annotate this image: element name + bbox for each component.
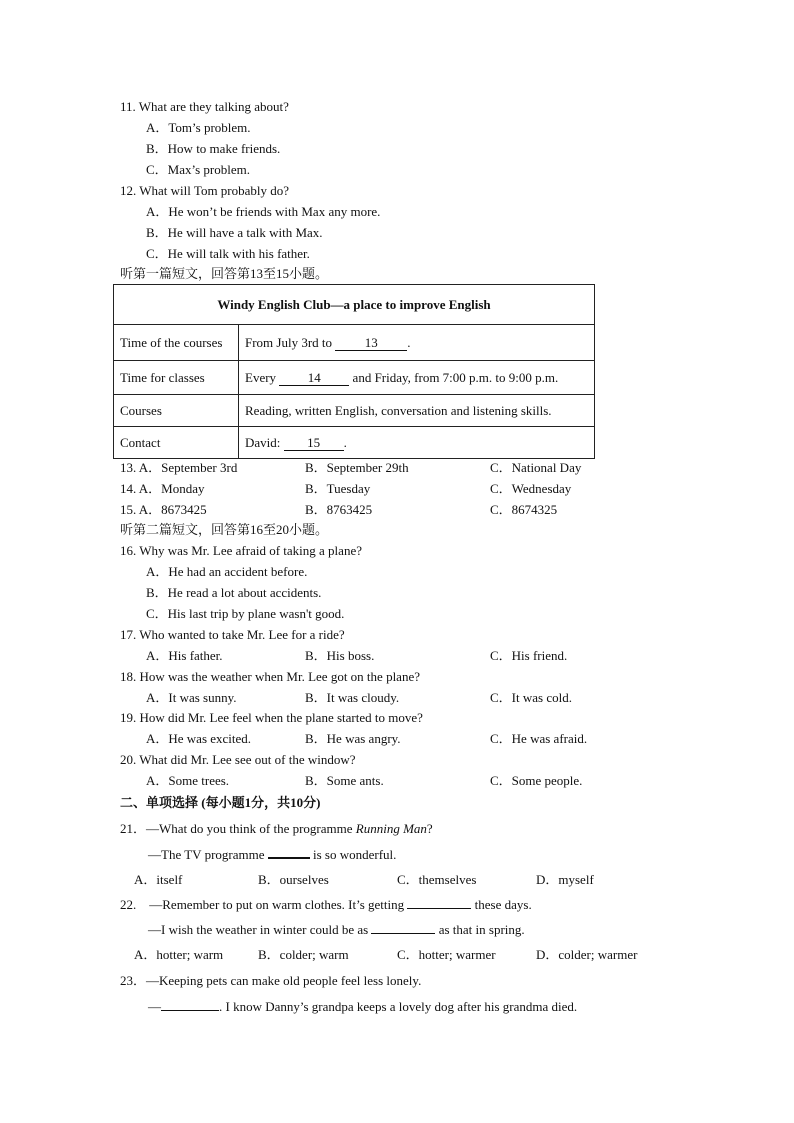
question-19-stem: 19. How did Mr. Lee feel when the plane started to move? [120,710,423,725]
question-23-line-2: — . I know Danny’s grandpa keeps a lovely dog after his grandma died. [148,999,578,1014]
q20-option-a: A．Some trees. [146,773,230,788]
q17-option-c: C．His friend. [490,648,568,663]
q21-option-c: C．themselves [397,872,477,887]
q11-option-a: A．Tom’s problem. [146,120,251,135]
row-value: Every 14 and Friday, from 7:00 p.m. to 9:00 p.m. [239,361,595,395]
section-2-heading: 二、单项选择 (每小题1分，共10分) [120,795,321,810]
q22-option-d: D．colder; warmer [536,947,638,962]
answer-blank-22b [371,933,435,934]
table-title: Windy English Club—a place to improve English [114,285,595,325]
q17-option-a: A．His father. [146,648,223,663]
q16-option-a: A．He had an accident before. [146,564,308,579]
q18-option-c: C．It was cold. [490,690,572,705]
row-label: Contact [114,427,239,459]
q20-option-b: B．Some ants. [305,773,384,788]
q22-option-a: A．hotter; warm [134,947,224,962]
row-value: David: 15 . [239,427,595,459]
question-17-stem: 17. Who wanted to take Mr. Lee for a ride? [120,627,345,642]
q13-option-b: B．September 29th [305,460,409,475]
q11-option-b: B．How to make friends. [146,141,281,156]
passage1-intro: 听第一篇短文，回答第13至15小题。 [120,266,329,281]
answer-blank-21 [268,857,310,859]
q20-option-c: C．Some people. [490,773,583,788]
passage2-intro: 听第二篇短文，回答第16至20小题。 [120,522,329,537]
q19-option-b: B．He was angry. [305,731,401,746]
q22-option-b: B．colder; warm [258,947,349,962]
question-22-line-1: 22. —Remember to put on warm clothes. It’s getting these days. [120,897,532,912]
question-20-stem: 20. What did Mr. Lee see out of the window? [120,752,356,767]
q22-option-c: C．hotter; warmer [397,947,496,962]
answer-blank-14: 14 [279,371,349,386]
q17-option-b: B．His boss. [305,648,375,663]
q21-option-d: D．myself [536,872,594,887]
row-value: Reading, written English, conversation and listening skills. [239,395,595,427]
q21-option-a: A．itself [134,872,183,887]
club-info-table [113,284,595,459]
answer-blank-22a [407,908,471,909]
question-21-line-1: 21．—What do you think of the programme Running Man? [120,821,433,836]
q18-option-b: B．It was cloudy. [305,690,400,705]
table-row [114,361,595,395]
q14-option-b: B．Tuesday [305,481,371,496]
q14-option-a: 14. A．Monday [120,481,205,496]
table-row [114,325,595,361]
q15-option-a: 15. A．8673425 [120,502,207,517]
q19-option-a: A．He was excited. [146,731,252,746]
question-23-line-1: 23．—Keeping pets can make old people feel less lonely. [120,973,422,988]
table-row [114,427,595,459]
q16-option-c: C．His last trip by plane wasn't good. [146,606,345,621]
row-label: Time of the courses [114,325,239,361]
q21-option-b: B．ourselves [258,872,329,887]
q12-option-c: C．He will talk with his father. [146,246,310,261]
question-12-stem: 12. What will Tom probably do? [120,183,290,198]
q13-option-c: C．National Day [490,460,582,475]
q15-option-b: B．8763425 [305,502,373,517]
question-22-line-2: —I wish the weather in winter could be as as that in spring. [148,922,525,937]
q13-option-a: 13. A．September 3rd [120,460,238,475]
question-16-stem: 16. Why was Mr. Lee afraid of taking a plane? [120,543,362,558]
q18-option-a: A．It was sunny. [146,690,237,705]
row-value: From July 3rd to 13 . [239,325,595,361]
table-row [114,395,595,427]
question-21-line-2: —The TV programme is so wonderful. [148,847,397,862]
answer-blank-13: 13 [335,336,407,351]
answer-blank-15: 15 [284,436,344,451]
question-11-stem: 11. What are they talking about? [120,99,289,114]
q19-option-c: C．He was afraid. [490,731,588,746]
q14-option-c: C．Wednesday [490,481,572,496]
row-label: Courses [114,395,239,427]
q11-option-c: C．Max’s problem. [146,162,250,177]
answer-blank-23 [161,1010,219,1011]
q12-option-a: A．He won’t be friends with Max any more. [146,204,381,219]
q15-option-c: C．8674325 [490,502,558,517]
q12-option-b: B．He will have a talk with Max. [146,225,323,240]
question-18-stem: 18. How was the weather when Mr. Lee got on the plane? [120,669,420,684]
q16-option-b: B．He read a lot about accidents. [146,585,322,600]
row-label: Time for classes [114,361,239,395]
